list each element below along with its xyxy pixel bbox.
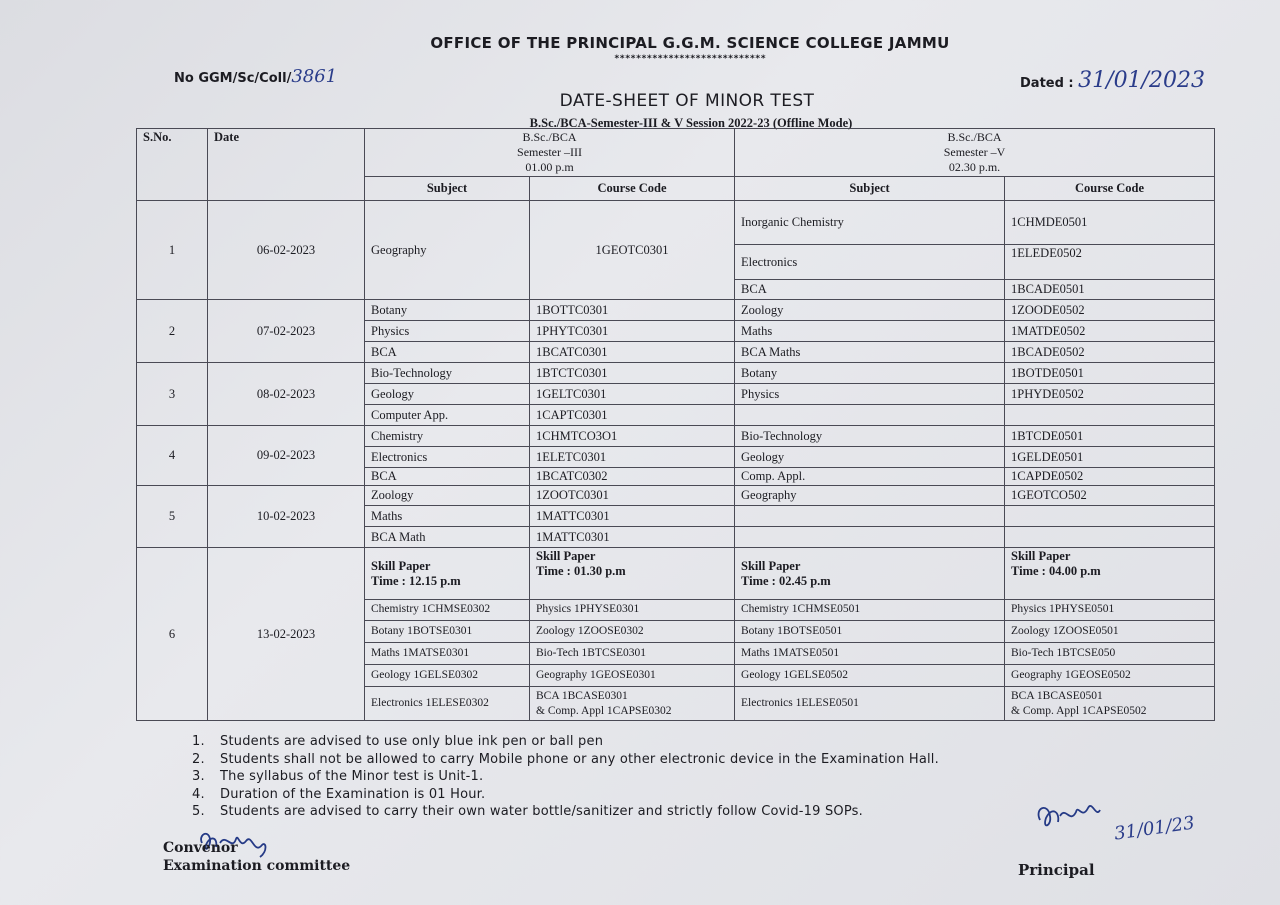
skill-course-cell: Botany 1BOTSE0501 (735, 621, 1005, 643)
skill-course-cell: Electronics 1ELESE0302 (365, 687, 530, 721)
skill-course-cell: Bio-Tech 1BTCSE050 (1005, 643, 1215, 665)
instruction-text: Duration of the Examination is 01 Hour. (220, 786, 486, 802)
table-row (137, 363, 1215, 384)
subject-cell: Bio-Technology (735, 426, 1005, 447)
subject-cell: Geography (365, 201, 530, 300)
semester-5-header (735, 129, 1215, 177)
subject-cell: Computer App. (365, 405, 530, 426)
course-code-cell: 1PHYTC0301 (530, 321, 735, 342)
subject-cell: Geology (735, 447, 1005, 468)
office-heading: OFFICE OF THE PRINCIPAL G.G.M. SCIENCE COLLEGE JAMMU (430, 34, 950, 52)
sem3-time: 01.00 p.m (525, 160, 574, 174)
subject-cell (735, 527, 1005, 548)
heading-underline-stars: **************************** (614, 54, 766, 64)
skill-course-cell: Geography 1GEOSE0301 (530, 665, 735, 687)
subject-cell: Geology (365, 384, 530, 405)
subject-cell: Zoology (735, 300, 1005, 321)
course-code-cell: 1BTCTC0301 (530, 363, 735, 384)
dated-handwritten-value: 31/01/2023 (1078, 68, 1205, 93)
sno-cell: 1 (137, 201, 208, 300)
date-cell: 06-02-2023 (208, 201, 365, 300)
skill-course-line: BCA 1BCASE0501 (1011, 690, 1103, 703)
dated-field (1020, 68, 1205, 93)
instruction-number: 5. (192, 804, 205, 819)
date-cell: 08-02-2023 (208, 363, 365, 426)
subject-cell: Geography (735, 486, 1005, 506)
sem5-subject-header: Subject (735, 177, 1005, 201)
course-code-cell (1005, 405, 1215, 426)
course-code-cell: 1BCADE0501 (1005, 280, 1215, 300)
date-cell: 07-02-2023 (208, 300, 365, 363)
skill-paper-time: Time : 02.45 p.m (741, 573, 831, 588)
skill-course-cell: Geology 1GELSE0502 (735, 665, 1005, 687)
sem5-line2: Semester –V (943, 145, 1006, 159)
course-code-cell: 1MATDE0502 (1005, 321, 1215, 342)
table-row (137, 201, 1215, 245)
skill-paper-time: Time : 04.00 p.m (1011, 564, 1101, 578)
instruction-text: Students are advised to carry their own water bottle/sanitizer and strictly follow Covid-19 SOPs. (220, 804, 863, 819)
course-code-cell: 1GELTC0301 (530, 384, 735, 405)
course-code-cell: 1CHMDE0501 (1005, 201, 1215, 245)
subject-cell: Electronics (365, 447, 530, 468)
reference-number (174, 66, 337, 87)
reference-handwritten-number: 3861 (291, 66, 338, 87)
skill-course-line: & Comp. Appl 1CAPSE0302 (536, 704, 672, 717)
sno-cell: 5 (137, 486, 208, 548)
sem5-time: 02.30 p.m. (948, 160, 1001, 174)
convenor-label: Convenor (163, 840, 238, 856)
instructions-list (192, 733, 939, 821)
course-code-cell: 1GEOTC0301 (530, 201, 735, 300)
subject-cell: Inorganic Chemistry (735, 201, 1005, 245)
skill-paper-cell (365, 548, 530, 600)
course-code-cell: 1CHMTCO3O1 (530, 426, 735, 447)
subject-cell: BCA (365, 468, 530, 486)
instruction-number: 1. (192, 734, 205, 749)
page-title: DATE-SHEET OF MINOR TEST (559, 91, 815, 111)
instruction-number: 2. (192, 751, 205, 767)
course-code-cell: 1BCATC0301 (530, 342, 735, 363)
instruction-item (192, 751, 939, 769)
course-code-cell: 1ELEDE0502 (1005, 245, 1215, 280)
instruction-item (192, 768, 939, 786)
instruction-item (192, 733, 939, 751)
instruction-text: The syllabus of the Minor test is Unit-1. (220, 769, 484, 784)
course-code-cell: 1BOTDE0501 (1005, 363, 1215, 384)
date-cell: 10-02-2023 (208, 486, 365, 548)
table-row (137, 426, 1215, 447)
table-row (137, 548, 1215, 600)
skill-course-line: & Comp. Appl 1CAPSE0502 (1011, 704, 1147, 717)
instruction-text: Students are advised to use only blue ink pen or ball pen (220, 734, 604, 749)
course-code-cell: 1MATTC0301 (530, 527, 735, 548)
date-header: Date (208, 129, 365, 201)
skill-course-cell: Electronics 1ELESE0501 (735, 687, 1005, 721)
subject-cell: Physics (735, 384, 1005, 405)
sem3-code-header: Course Code (530, 177, 735, 201)
date-cell: 09-02-2023 (208, 426, 365, 486)
instruction-item (192, 803, 939, 821)
subject-cell: BCA Maths (735, 342, 1005, 363)
course-code-cell (1005, 527, 1215, 548)
sno-cell: 4 (137, 426, 208, 486)
course-code-cell: 1ZOOTC0301 (530, 486, 735, 506)
sem3-line2: Semester –III (517, 145, 582, 159)
subject-cell: Botany (365, 300, 530, 321)
table-row (137, 300, 1215, 321)
skill-course-cell: Chemistry 1CHMSE0501 (735, 600, 1005, 621)
principal-signature-date: 31/01/23 (1112, 812, 1196, 845)
table-row (137, 486, 1215, 506)
sno-cell: 3 (137, 363, 208, 426)
course-code-cell: 1BCATC0302 (530, 468, 735, 486)
course-code-cell: 1GELDE0501 (1005, 447, 1215, 468)
sem5-code-header: Course Code (1005, 177, 1215, 201)
semester-3-header (365, 129, 735, 177)
sno-cell: 2 (137, 300, 208, 363)
course-code-cell: 1ZOODE0502 (1005, 300, 1215, 321)
skill-paper-cell (1005, 548, 1215, 600)
reference-label: No GGM/Sc/Coll/ (174, 71, 292, 86)
course-code-cell: 1BOTTC0301 (530, 300, 735, 321)
examination-committee-label: Examination committee (163, 858, 351, 874)
skill-course-cell: Zoology 1ZOOSE0302 (530, 621, 735, 643)
skill-course-cell: Botany 1BOTSE0301 (365, 621, 530, 643)
skill-course-cell: Physics 1PHYSE0501 (1005, 600, 1215, 621)
skill-course-cell (530, 687, 735, 721)
skill-course-cell: Maths 1MATSE0301 (365, 643, 530, 665)
skill-course-cell: Zoology 1ZOOSE0501 (1005, 621, 1215, 643)
session-subtitle: B.Sc./BCA-Semester-III & V Session 2022-23 (Offline Mode) (529, 116, 853, 130)
subject-cell: Electronics (735, 245, 1005, 280)
instruction-item (192, 786, 939, 804)
skill-course-cell: Maths 1MATSE0501 (735, 643, 1005, 665)
skill-paper-time: Time : 01.30 p.m (536, 564, 626, 578)
subject-cell: Chemistry (365, 426, 530, 447)
course-code-cell (1005, 506, 1215, 527)
subject-cell: Physics (365, 321, 530, 342)
course-code-cell: 1PHYDE0502 (1005, 384, 1215, 405)
table-header-row (137, 129, 1215, 177)
sno-header: S.No. (137, 129, 208, 201)
date-sheet-table (136, 128, 1215, 721)
skill-course-cell: Geography 1GEOSE0502 (1005, 665, 1215, 687)
skill-paper-time: Time : 12.15 p.m (371, 573, 461, 588)
course-code-cell: 1BCADE0502 (1005, 342, 1215, 363)
skill-course-cell: Physics 1PHYSE0301 (530, 600, 735, 621)
skill-paper-cell (735, 548, 1005, 600)
course-code-cell: 1MATTC0301 (530, 506, 735, 527)
sno-cell: 6 (137, 548, 208, 721)
dated-label: Dated : (1020, 76, 1079, 91)
subject-cell: Maths (365, 506, 530, 527)
skill-paper-label: Skill Paper (1011, 549, 1071, 563)
skill-course-cell: Chemistry 1CHMSE0302 (365, 600, 530, 621)
course-code-cell: 1CAPTC0301 (530, 405, 735, 426)
date-cell: 13-02-2023 (208, 548, 365, 721)
course-code-cell: 1CAPDE0502 (1005, 468, 1215, 486)
subject-cell (735, 506, 1005, 527)
subject-cell: Comp. Appl. (735, 468, 1005, 486)
skill-paper-cell (530, 548, 735, 600)
skill-course-line: BCA 1BCASE0301 (536, 690, 628, 703)
subject-cell: BCA Math (365, 527, 530, 548)
skill-course-cell: Bio-Tech 1BTCSE0301 (530, 643, 735, 665)
instruction-number: 4. (192, 786, 205, 802)
sem3-line1: B.Sc./BCA (522, 130, 577, 144)
skill-paper-label: Skill Paper (741, 558, 801, 573)
subject-cell: Botany (735, 363, 1005, 384)
skill-paper-label: Skill Paper (536, 549, 596, 563)
sem5-line1: B.Sc./BCA (947, 130, 1002, 144)
principal-signature (1030, 790, 1196, 865)
subject-cell: Maths (735, 321, 1005, 342)
skill-course-cell (1005, 687, 1215, 721)
skill-course-cell: Geology 1GELSE0302 (365, 665, 530, 687)
subject-cell (735, 405, 1005, 426)
course-code-cell: 1BTCDE0501 (1005, 426, 1215, 447)
principal-label: Principal (1018, 861, 1095, 879)
skill-paper-label: Skill Paper (371, 558, 431, 573)
subject-cell: BCA (365, 342, 530, 363)
instruction-text: Students shall not be allowed to carry Mobile phone or any other electronic device in the Examination Hall. (220, 751, 939, 767)
subject-cell: Bio-Technology (365, 363, 530, 384)
subject-cell: BCA (735, 280, 1005, 300)
course-code-cell: 1GEOTCO502 (1005, 486, 1215, 506)
instruction-number: 3. (192, 769, 205, 784)
sem3-subject-header: Subject (365, 177, 530, 201)
subject-cell: Zoology (365, 486, 530, 506)
course-code-cell: 1ELETC0301 (530, 447, 735, 468)
